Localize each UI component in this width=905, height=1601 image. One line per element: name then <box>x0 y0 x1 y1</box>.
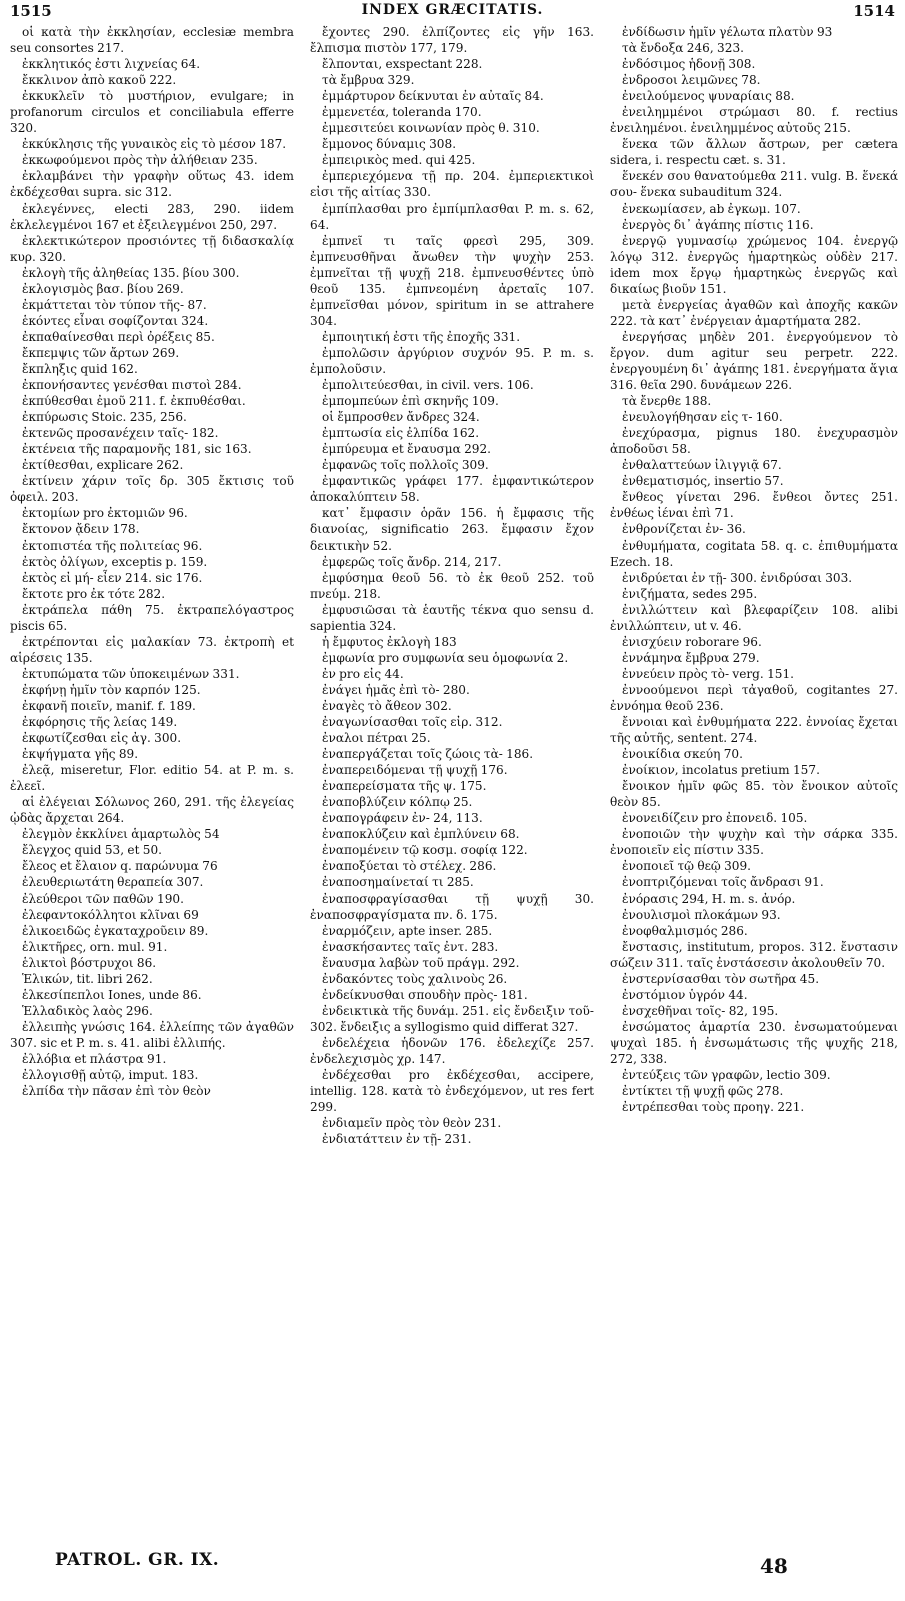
index-entry: ἐνεργῷ γυμνασίῳ χρώμενος 104. ἐνεργῷ λόγῳ 312. ἐνεργῶς ἡμαρτηκὼς οὐδὲν 217. idem mox ἔργῳ ἡμαρτηκὼς ἐνεργῶς καὶ δικαίως βιοῦν 151. <box>610 233 898 296</box>
index-entry: ἔναυσμα λαβὼν τοῦ πράγμ. 292. <box>322 955 520 970</box>
index-entry: ἐμμενετέα, toleranda 170. <box>322 105 482 120</box>
index-entry: ἐκλαμβάνει τὴν γραφὴν οὕτως 43. idem ἐκδέχεσθαι supra. sic 312. <box>10 169 294 200</box>
index-entry: ἐμφυσιῶσαι τὰ ἑαυτῆς τέκνα quo sensu d. sapientia 324. <box>310 602 594 633</box>
signature-mark: 48 <box>760 1554 788 1578</box>
index-entry: κατ᾽ ἔμφασιν ὁρᾶν 156. ἡ ἔμφασις τῆς διανοίας, significatio 263. ἔμφασιν ἔχον δεικτικὴν 52. <box>310 506 594 553</box>
index-entry: ἐνδελέχεια ἡδονῶν 176. ἐδελεχίζε 257. ἐνδελεχισμὸς χρ. 147. <box>310 1035 594 1066</box>
index-entry: ἐμπνεῖ τι ταῖς φρεσὶ 295, 309. ἐμπνευσθῆναι ἄνωθεν τὴν ψυχὴν 253. ἐμπνεῖται τῇ ψυχῇ 218. ἐμπνευσθέντες ὑπὸ θεοῦ 135. ἐμπνεομένη ἀρεταῖς 107. ἐμπνεῖσθαι μόνον, spiritum in se attrahere 304. <box>310 233 594 328</box>
index-entry: ἑλκεσίπεπλοι Iones, unde 86. <box>22 987 202 1002</box>
index-entry: ἐναπερείσματα τῆς ψ. 175. <box>322 779 487 794</box>
index-entry: ἐκτομίων pro ἐκτομιῶν 96. <box>22 506 188 521</box>
index-entry: ἔκτοτε pro ἐκ τότε 282. <box>22 586 166 601</box>
index-entry: ἐκφωτίζεσθαι εἰς ἀγ. 300. <box>22 731 182 746</box>
index-entry: ἐμφανῶς τοῖς πολλοῖς 309. <box>322 458 489 473</box>
index-entry: ἐναποσφραγίσασθαι τῇ ψυχῇ 30. ἐναποσφραγίσματα πν. δ. 175. <box>310 891 594 922</box>
index-entry: ἐμπεριεχόμενα τῇ πρ. 204. ἐμπεριεκτικοὶ εἰσι τῆς αἰτίας 330. <box>310 169 594 200</box>
index-entry: ἐμφωνία pro συμφωνία seu ὁμοφωνία 2. <box>322 650 569 665</box>
index-entry: ἐλεύθεροι τῶν παθῶν 190. <box>22 891 184 906</box>
index-entry: ἑλικτῆρες, orn. mul. 91. <box>22 939 168 954</box>
column-2 <box>310 24 594 1147</box>
index-entry: ἐνισχύειν roborare 96. <box>622 634 762 649</box>
index-entry: ἐνεκωμίασεν, ab ἐγκωμ. 107. <box>622 201 801 216</box>
index-entry: ἐμπειρικὸς med. qui 425. <box>322 153 476 168</box>
index-entry: ἐννεύειν πρὸς τὸ- verg. 151. <box>622 666 795 681</box>
index-entry: ἐμπομπεύων ἐπὶ σκηνῆς 109. <box>322 394 499 409</box>
index-entry: ἐκλεγέννες, electi 283, 290. iidem ἐκλελεγμένοι 167 et ἐξειλεγμένοι 250, 297. <box>10 201 294 232</box>
index-entry: ἐνεργὸς δι᾽ ἀγάπης πίστις 116. <box>622 217 814 232</box>
index-entry: ἐκτενῶς προσανέχειν ταῖς- 182. <box>22 426 219 441</box>
index-entry: μετὰ ἐνεργείας ἀγαθῶν καὶ ἀποχῆς κακῶν 222. τὰ κατ᾽ ἐνέργειαν ἁμαρτήματα 282. <box>610 297 898 328</box>
index-entry: ἐντεύξεις τῶν γραφῶν, lectio 309. <box>622 1068 831 1083</box>
index-entry: ἐνονειδίζειν pro ἐπονειδ. 105. <box>622 811 808 826</box>
index-entry: ἐκψήγματα γῆς 89. <box>22 747 139 762</box>
index-entry: ἐνδέχεσθαι pro ἐκδέχεσθαι, accipere, intellig. 128. κατὰ τὸ ἐνδεχόμενον, ut res fert 299. <box>310 1068 594 1115</box>
index-entry: ἐμποιητική ἐστι τῆς ἐποχῆς 331. <box>322 329 521 344</box>
index-entry: ἔκτονον ᾄδειν 178. <box>22 522 140 537</box>
index-entry: ἐκτὸς ὀλίγων, exceptis p. 159. <box>22 554 208 569</box>
footer-series: PATROL. GR. IX. <box>55 1550 220 1570</box>
index-entry: ἐνασκήσαντες ταῖς ἐντ. 283. <box>322 939 499 954</box>
index-entry: ἐνδιατάττειν ἐν τῇ- 231. <box>322 1132 472 1147</box>
index-entry: ἐνεργήσας μηδὲν 201. ἐνεργούμενον τὸ ἔργον. dum agitur seu perpetr. 222. ἐνεργουμένη δι᾽ ἀγάπης 181. ἐνεργήματα ἅγια 316. θεῖα 290. δυνάμεων 226. <box>610 329 898 393</box>
index-entry: ἡ ἔμφυτος ἐκλογὴ 183 <box>322 634 457 649</box>
index-entry: ἐνστόμιον ὑγρόν 44. <box>622 987 748 1002</box>
index-entry: ἐνοπτριζόμεναι τοῖς ἄνδρασι 91. <box>622 875 824 890</box>
index-entry: ἐκφόρησις τῆς λείας 149. <box>22 715 178 730</box>
index-entry: ἐκφήνῃ ἡμῖν τὸν καρπόν 125. <box>22 682 201 697</box>
index-entry: ἐναπογράφειν ἐν- 24, 113. <box>322 811 483 826</box>
index-entry: ἐκτοπιστέα τῆς πολιτείας 96. <box>22 538 203 553</box>
index-entry: ἐνδίδωσιν ἡμῖν γέλωτα πλατὺν 93 <box>622 25 833 39</box>
index-entry: ἐλλογισθῇ αὐτῷ, imput. 183. <box>22 1068 199 1083</box>
index-entry: Ἑλικών, tit. libri 262. <box>22 971 153 986</box>
index-entry: ἐναρμόζειν, apte inser. 285. <box>322 923 493 938</box>
index-entry: ἑλικτοὶ βόστρυχοι 86. <box>22 955 157 970</box>
index-entry: ἐκμάττεται τὸν τύπον τῆς- 87. <box>22 297 207 312</box>
index-entry: ἐκλεκτικώτερον προσιόντες τῇ διδασκαλίᾳ κυρ. 320. <box>10 233 294 264</box>
index-entry: ἐλλειπὴς γνώσις 164. ἐλλείπης τῶν ἀγαθῶν 307. sic et P. m. s. 41. alibi ἐλλιπής. <box>10 1019 294 1050</box>
index-entry: ἐναπεργάζεται τοῖς ζώοις τὰ- 186. <box>322 747 534 762</box>
page-number-left: 1515 <box>10 2 52 20</box>
index-entry: ἐνδεικτικὰ τῆς δυνάμ. 251. εἰς ἔνδειξιν τοῦ- 302. ἔνδειξις a syllogismo quid differat 327. <box>310 1003 594 1034</box>
index-entry: ἐνειλημμένοι στρώμασι 80. f. rectius ἐνειλημένοι. ἐνειλημμένος αὐτοῦς 215. <box>610 105 898 136</box>
index-entry: ἐναγὲς τὸ ἄθεον 302. <box>322 698 452 713</box>
index-entry: τὰ ἔμβρυα 329. <box>322 73 415 88</box>
index-entry: ἐμπολῶσιν ἀργύριον συχνόν 95. P. m. s. ἐμπολοῦσιν. <box>310 345 594 376</box>
index-entry: ἐλεγμὸν ἐκκλίνει ἁμαρτωλὸς 54 <box>22 827 220 842</box>
index-entry: ἐκλογισμὸς βασ. βίου 269. <box>22 281 184 296</box>
index-entry: ἔκπεμψις τῶν ἄρτων 269. <box>22 345 180 360</box>
page-number-right: 1514 <box>853 2 895 20</box>
index-entry: ἐνθαλαττεύων ἰλιγγιᾷ 67. <box>622 458 782 473</box>
index-entry: ἕνεκα τῶν ἄλλων ἄστρων, per cætera sidera, i. respectu cæt. s. 31. <box>610 137 898 168</box>
index-entry: ἐνσώματος ἁμαρτία 230. ἐνσωματούμεναι ψυχαὶ 185. ἡ ἐνσωμάτωσις τῆς ψυχῆς 218, 272, 338. <box>610 1019 898 1066</box>
index-entry: ἐκκύκλησις τῆς γυναικὸς εἰς τὸ μέσον 187. <box>22 137 287 152</box>
index-entry: τὰ ἔνδοξα 246, 323. <box>622 41 744 56</box>
index-entry: ἔκκλινον ἀπὸ κακοῦ 222. <box>22 73 177 88</box>
index-entry: ἐμφύσημα θεοῦ 56. τὸ ἐκ θεοῦ 252. τοῦ πνεύμ. 218. <box>310 570 594 601</box>
index-entry: ἐλευθεριωτάτη θεραπεία 307. <box>22 875 204 890</box>
index-entry: ἔμμονος δύναμις 308. <box>322 137 457 152</box>
index-entry: ἐνδακόντες τοὺς χαλινοὺς 26. <box>322 971 508 986</box>
index-entry: ἐμπύρευμα et ἔναυσμα 292. <box>322 442 492 457</box>
index-entry: ἔλεγχος quid 53, et 50. <box>22 843 163 858</box>
index-entry: ἐνιδρύεται ἐν τῇ- 300. ἐνιδρύσαι 303. <box>622 570 853 585</box>
index-entry: ἐνστερνίσασθαι τὸν σωτῆρα 45. <box>622 971 820 986</box>
index-entry: ἐλπίδα τὴν πᾶσαν ἐπὶ τὸν θεὸν <box>22 1084 211 1099</box>
index-entry: ἐνιλλώττειν καὶ βλεφαρίζειν 108. alibi ἐνιλλώπτειν, ut v. 46. <box>610 602 898 633</box>
index-entry: ἐνδείκνυσθαι σπουδὴν πρὸς- 181. <box>322 987 528 1002</box>
index-entry: ἑκόντες εἶναι σοφίζονται 324. <box>22 313 209 328</box>
index-entry: ἐνάγει ἡμᾶς ἐπὶ τὸ- 280. <box>322 682 470 697</box>
index-entry: ἐνδιαμεῖν πρὸς τὸν θεὸν 231. <box>322 1116 502 1131</box>
index-entry: ἔνθεος γίνεται 296. ἔνθεοι ὄντες 251. ἐνθέως ἰέναι ἐπὶ 71. <box>610 490 898 521</box>
index-entry: ἐκτὸς εἰ μή- εἶεν 214. sic 176. <box>22 570 203 585</box>
index-entry: ἐκτίθεσθαι, explicare 262. <box>22 458 184 473</box>
index-entry: οἱ κατὰ τὴν ἐκκλησίαν, ecclesiæ membra seu consortes 217. <box>10 25 294 56</box>
index-entry: ἐνευλογήθησαν εἰς τ- 160. <box>622 410 783 425</box>
index-entry: ἐναποβλύζειν κόλπῳ 25. <box>322 795 473 810</box>
page-header <box>10 2 895 24</box>
index-entry: ἐκτυπώματα τῶν ὑποκειμένων 331. <box>22 666 240 681</box>
index-entry: ἐλεφαντοκόλλητοι κλῖναι 69 <box>22 907 199 922</box>
index-entry: ἐμπίπλασθαι pro ἐμπίμπλασθαι P. m. s. 62, 64. <box>310 201 594 232</box>
index-entry: ἐνδροσοι λειμῶνες 78. <box>622 73 761 88</box>
index-entry: ἐνοφθαλμισμός 286. <box>622 923 748 938</box>
index-entry: ἑλικοειδῶς ἐγκαταχροῦειν 89. <box>22 923 209 938</box>
index-entry: ἔννοιαι καὶ ἐνθυμήματα 222. ἐννοίας ἔχεται τῆς αὐτῆς, sentent. 274. <box>610 715 898 746</box>
index-entry: Ἑλλαδικὸς λαὸς 296. <box>22 1003 153 1018</box>
index-entry: ἐνοποιεῖ τῷ θεῷ 309. <box>622 859 752 874</box>
index-entry: ἐν pro εἰς 44. <box>322 666 404 681</box>
index-entry: ἐναποκλύζειν καὶ ἐμπλύνειν 68. <box>322 827 520 842</box>
index-entry: ἐλλόβια et πλάστρα 91. <box>22 1052 167 1066</box>
index-entry: ἔνοικον ἡμῖν φῶς 85. τὸν ἔνοικον αὐτοῖς θεὸν 85. <box>610 779 898 810</box>
index-entry: ἐκκωφούμενοι πρὸς τὴν ἀλήθειαν 235. <box>22 153 258 168</box>
index-entry: ἐμπολιτεύεσθαι, in civil. vers. 106. <box>322 378 534 393</box>
index-entry: ἐνιζήματα, sedes 295. <box>622 586 758 601</box>
index-entry: ἐνδόσιμος ἡδονῇ 308. <box>622 57 756 72</box>
column-3 <box>610 24 898 1115</box>
index-entry: ἐκφανῆ ποιεῖν, manif. f. 189. <box>22 698 196 713</box>
index-entry: ἐναπομένειν τῷ κοσμ. σοφίᾳ 122. <box>322 843 528 858</box>
index-entry: ἐκπαθαίνεσθαι περὶ ὀρέξεις 85. <box>22 329 215 344</box>
index-entry: ἐμμάρτυρον δείκνυται ἐν αὐταῖς 84. <box>322 89 544 104</box>
index-entry: ἐκπονήσαντες γενέσθαι πιστοὶ 284. <box>22 378 242 393</box>
index-entry: ἐμπτωσία εἰς ἐλπίδα 162. <box>322 426 480 441</box>
index-entry: ἐκτρέπονται εἰς μαλακίαν 73. ἐκτροπὴ et αἱρέσεις 135. <box>10 634 294 665</box>
index-entry: ἕνεκέν σου θανατούμεθα 211. vulg. B. ἕνεκά σου- ἕνεκα subauditum 324. <box>610 169 898 200</box>
index-entry: ἔλπονται, exspectant 228. <box>322 57 483 72</box>
index-entry: ἐμφερῶς τοῖς ἄνδρ. 214, 217. <box>322 554 502 569</box>
index-entry: ἐννάμηνα ἔμβρυα 279. <box>622 650 760 665</box>
index-entry: ἐνοίκιον, incolatus pretium 157. <box>622 763 820 778</box>
index-entry: ἐνειλούμενος ψυναρίαις 88. <box>622 89 795 104</box>
running-title: INDEX GRÆCITATIS. <box>361 2 544 18</box>
index-entry: ἐλεᾷ, miseretur, Flor. editio 54. at P. m. s. ἐλεεῖ. <box>10 763 294 794</box>
index-entry: ἐκπύθεσθαι ἐμοῦ 211. f. ἐκπυθέσθαι. <box>22 394 246 409</box>
index-entry: ἐντίκτει τῇ ψυχῇ φῶς 278. <box>622 1084 784 1099</box>
column-1 <box>10 24 294 1099</box>
index-entry: ἐννοούμενοι περὶ τἀγαθοῦ, cogitantes 27. ἐννόημα θεοῦ 236. <box>610 682 898 713</box>
index-entry: ἐνοποιῶν τὴν ψυχὴν καὶ τὴν σάρκα 335. ἐνοποιεῖν εἰς πίστιν 335. <box>610 827 898 858</box>
index-entry: ἔκπληξις quid 162. <box>22 361 138 376</box>
index-entry: ἐναγωνίσασθαι τοῖς εἰρ. 312. <box>322 715 503 730</box>
index-entry: ἐκτίνειν χάριν τοῖς δρ. 305 ἔκτισις τοῦ ὀφειλ. 203. <box>10 474 294 505</box>
index-entry: ἐναλοι πέτραι 25. <box>322 731 431 746</box>
index-entry: ἐκκυκλεῖν τὸ μυστήριον, evulgare; in profanorum circulos et conciliabula efferre 320. <box>10 89 294 136</box>
index-entry: ἐνόρασις 294, H. m. s. ἀνόρ. <box>622 891 796 906</box>
index-entry: ἐκπύρωσις Stoic. 235, 256. <box>22 410 187 425</box>
index-entry: ἐκτένεια τῆς παραμονῆς 181, sic 163. <box>22 442 252 457</box>
index-entry: τὰ ἔνερθε 188. <box>622 394 712 409</box>
index-entry: ἐκτράπελα πάθη 75. ἐκτραπελόγαστρος piscis 65. <box>10 602 294 633</box>
index-entry: ἐναποσημαίνεταί τι 285. <box>322 875 474 890</box>
index-entry: αἱ ἐλέγειαι Σόλωνος 260, 291. τῆς ἐλεγείας ᾠδὰς ἄρχεται 264. <box>10 795 294 826</box>
index-entry: ἐνεχύρασμα, pignus 180. ἐνεχυρασμὸν ἀποδοῦσι 58. <box>610 426 898 457</box>
index-entry: ἐνθεματισμός, insertio 57. <box>622 474 784 489</box>
index-entry: ἔλεος et ἔλαιον q. παρώνυμα 76 <box>22 859 218 874</box>
index-entry: ἐκλογὴ τῆς ἀληθείας 135. βίου 300. <box>22 265 240 280</box>
index-entry: ἔχοντες 290. ἐλπίζοντες εἰς γῆν 163. ἔλπισμα πιστὸν 177, 179. <box>310 25 594 56</box>
index-entry: ἐναποξύεται τὸ στέλεχ. 286. <box>322 859 497 874</box>
index-entry: ἐνουλισμοὶ πλοκάμων 93. <box>622 907 781 922</box>
index-entry: ἐνσχεθῆναι τοῖς- 82, 195. <box>622 1003 779 1018</box>
index-entry: ἐνθυμήματα, cogitata 58. q. c. ἐπιθυμήματα Ezech. 18. <box>610 538 898 569</box>
index-entry: ἔνστασις, institutum, propos. 312. ἔνστασιν σώζειν 311. ταῖς ἐνστάσεσιν ἀκολουθεῖν 70. <box>610 939 898 970</box>
index-entry: ἐκκλητικός ἐστι λιχνείας 64. <box>22 57 201 72</box>
index-entry: ἐντρέπεσθαι τοὺς προηγ. 221. <box>622 1100 805 1115</box>
index-entry: ἐνθρονίζεται ἐν- 36. <box>622 522 746 537</box>
index-entry: ἐμμεσιτεύει κοινωνίαν πρὸς θ. 310. <box>322 121 540 136</box>
index-entry: ἐνοικίδια σκεύη 70. <box>622 747 743 762</box>
index-entry: οἱ ἔμπροσθεν ἄνδρες 324. <box>322 410 480 425</box>
index-entry: ἐμφαντικῶς γράφει 177. ἐμφαντικώτερον ἀποκαλύπτειν 58. <box>310 474 594 505</box>
index-entry: ἐναπερειδόμεναι τῇ ψυχῇ 176. <box>322 763 508 778</box>
